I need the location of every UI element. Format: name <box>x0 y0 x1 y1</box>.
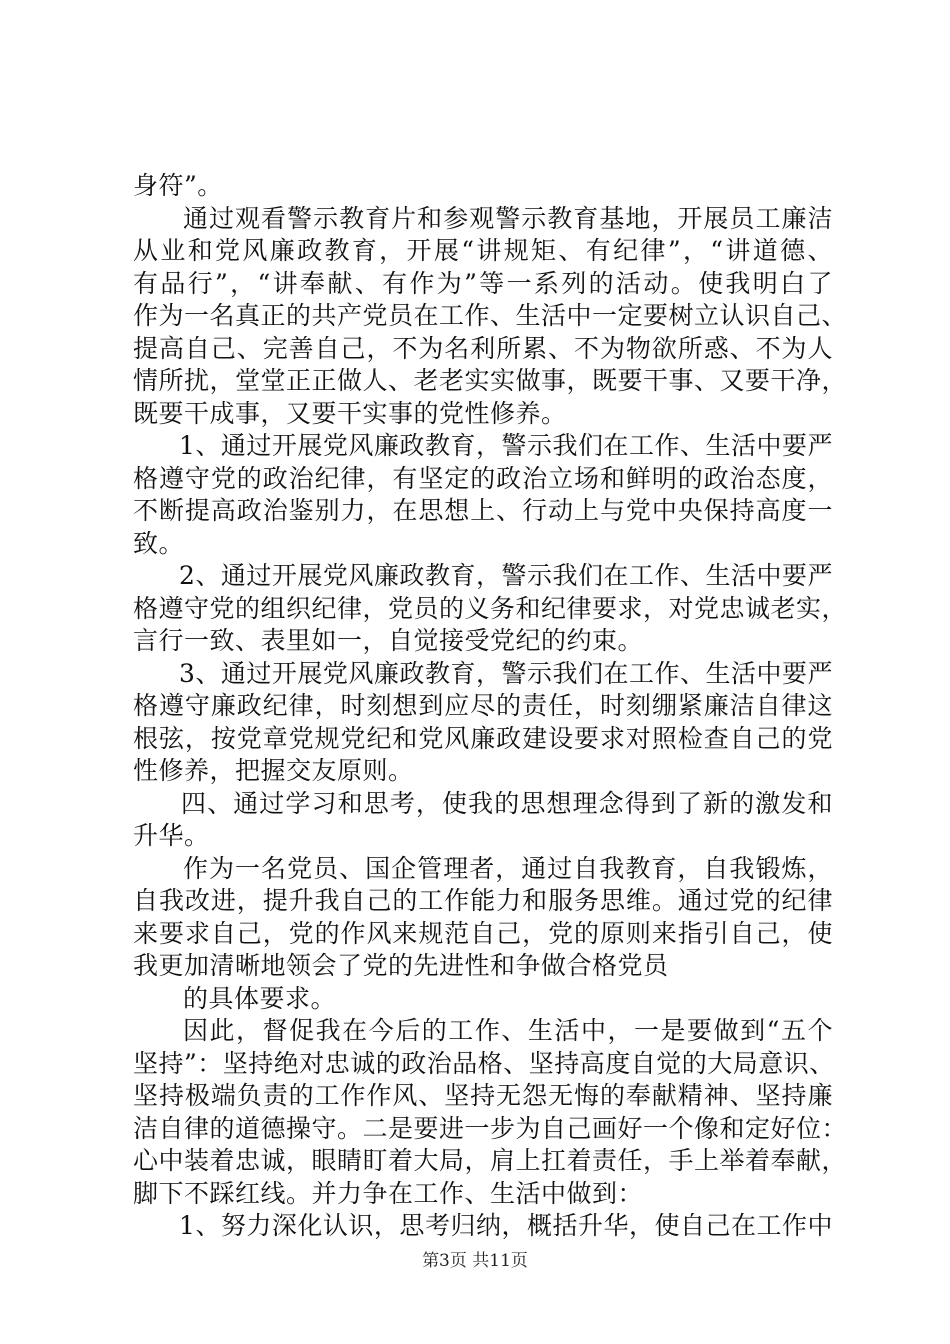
text-line: 脚下不踩红线。并力争在工作、生活中做到： <box>133 1178 644 1208</box>
text-line: 有品行”，“讲奉献、有作为”等一系列的活动。使我明白了 <box>133 268 833 298</box>
text-line: 情所扰，堂堂正正做人、老老实实做事，既要干事、又要干净， <box>133 366 848 395</box>
text-line: 言行一致、表里如一，自觉接受党纪的约束。 <box>133 626 644 655</box>
text-line: 不断提高政治鉴别力，在思想上、行动上与党中央保持高度一 <box>133 496 833 525</box>
text-line: 从业和党风廉政教育，开展“讲规矩、有纪律”，“讲道德、 <box>133 236 833 265</box>
text-line: 2、通过开展党风廉政教育，警示我们在工作、生活中要严 <box>179 561 833 590</box>
text-line: 升华。 <box>133 821 210 850</box>
text-line: 格遵守党的政治纪律，有坚定的政治立场和鲜明的政治态度， <box>133 463 833 493</box>
text-line: 通过观看警示教育片和参观警示教育基地，开展员工廉洁 <box>183 203 833 233</box>
text-line: 1、努力深化认识，思考归纳，概括升华，使自己在工作中 <box>179 1211 833 1240</box>
text-line: 因此，督促我在今后的工作、生活中，一是要做到“五个 <box>183 1016 833 1045</box>
text-line: 既要干成事，又要干实事的党性修养。 <box>133 398 567 428</box>
document-body <box>133 170 848 1243</box>
text-line: 提高自己、完善自己，不为名利所累、不为物欲所惑、不为人 <box>133 333 833 363</box>
text-line: 的具体要求。 <box>183 983 337 1013</box>
text-line: 1、通过开展党风廉政教育，警示我们在工作、生活中要严 <box>179 431 833 460</box>
text-line: 致。 <box>133 528 185 558</box>
text-line: 身符”。 <box>133 171 223 200</box>
text-line: 3、通过开展党风廉政教育，警示我们在工作、生活中要严 <box>179 658 833 688</box>
text-line: 作为一名党员、国企管理者，通过自我教育，自我锻炼， <box>183 853 833 883</box>
text-line: 格遵守党的组织纪律，党员的义务和纪律要求，对党忠诚老实， <box>133 593 848 623</box>
text-line: 洁自律的道德操守。二是要进一步为自己画好一个像和定好位： <box>133 1113 848 1143</box>
text-line: 根弦，按党章党规党纪和党风廉政建设要求对照检查自己的党 <box>133 723 833 753</box>
text-line: 坚持极端负责的工作作风、坚持无怨无悔的奉献精神、坚持廉 <box>133 1081 833 1110</box>
text-line: 四、通过学习和思考，使我的思想理念得到了新的激发和 <box>181 788 833 818</box>
text-line: 我更加清晰地领会了党的先进性和争做合格党员 <box>133 951 669 980</box>
text-line: 心中装着忠诚，眼睛盯着大局，肩上扛着责任，手上举着奉献， <box>133 1146 848 1175</box>
page-number-footer: 第3页 共11页 <box>422 1251 528 1271</box>
text-line: 格遵守廉政纪律，时刻想到应尽的责任，时刻绷紧廉洁自律这 <box>133 691 833 720</box>
text-line: 来要求自己，党的作风来规范自己，党的原则来指引自己，使 <box>133 918 833 948</box>
text-line: 坚持”：坚持绝对忠诚的政治品格、坚持高度自觉的大局意识、 <box>133 1048 835 1078</box>
text-line: 自我改进，提升我自己的工作能力和服务思维。通过党的纪律 <box>133 886 833 915</box>
text-line: 性修养，把握交友原则。 <box>133 756 414 785</box>
text-line: 作为一名真正的共产党员在工作、生活中一定要树立认识自己、 <box>133 301 848 330</box>
